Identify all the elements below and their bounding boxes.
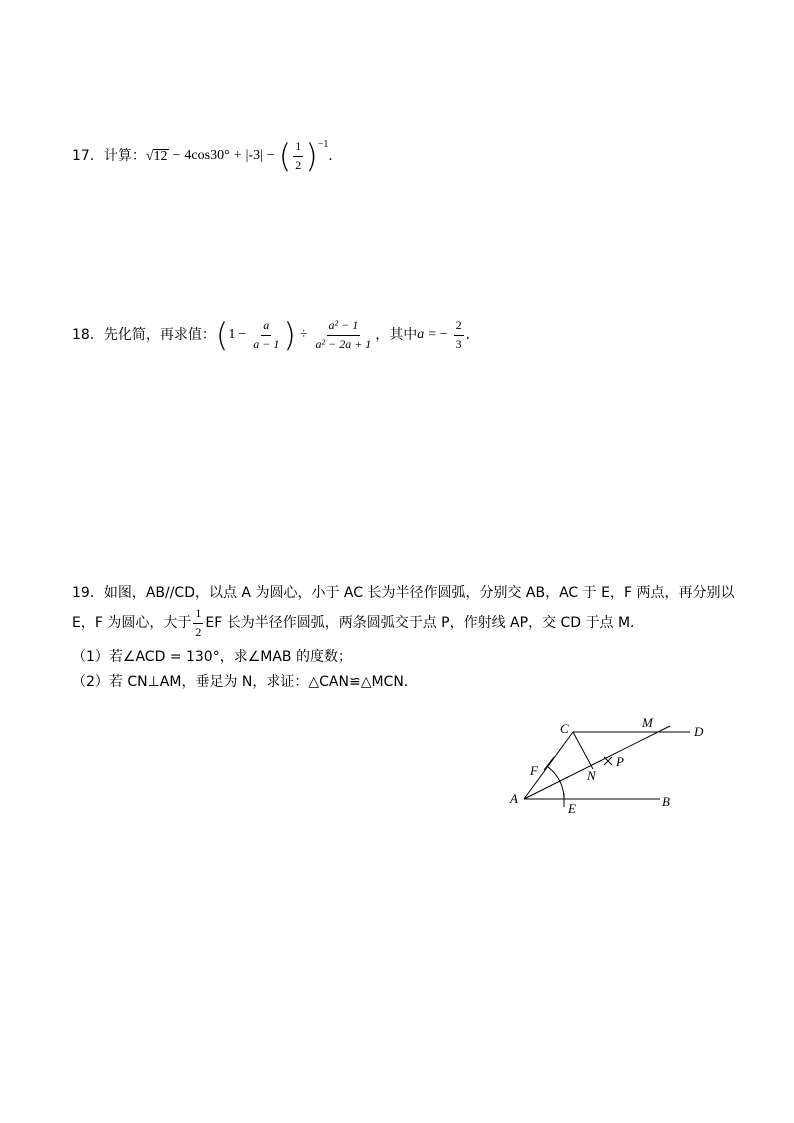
q17-number: 17． [72, 148, 104, 164]
q18-prompt: 先化简，再求值： [103, 327, 216, 343]
label-E: E [568, 801, 576, 816]
question-17: 17． 计算： √12 − 4cos30° + |-3| − ( $\frac{1}{2}$ ) −1 ． [72, 137, 343, 175]
q18-where: ，其中 [375, 327, 418, 343]
q17-fraction: $\frac{1}{2}$ [295, 139, 302, 172]
q19-line2-part-a: E，F 为圆心，大于 [72, 615, 192, 631]
label-D: D [694, 724, 704, 739]
q17-cos-term: 4cos30° [184, 148, 230, 163]
q19-half-fraction: $\frac{1}{2}$ [195, 606, 202, 639]
segment-CN [573, 732, 593, 769]
label-P: P [616, 754, 624, 769]
question-19-line2 [72, 608, 644, 638]
q17-sqrt: √12 [145, 148, 168, 164]
label-N: N [587, 768, 596, 783]
q18-number: 18． [72, 327, 104, 343]
label-F: F [530, 763, 538, 778]
q18-fraction-2: $\frac{\text{a² − 1}}{\text{a² − 2a + 1}}$ [315, 318, 372, 351]
q17-abs: |-3| [245, 148, 263, 163]
question-19-part1: （1）若∠ACD = 130°，求∠MAB 的度数； [72, 649, 352, 665]
geometry-figure [500, 715, 730, 825]
label-B: B [662, 794, 670, 809]
question-18: 18． 先化简，再求值： ( 1 − $\frac{a}{a - 1}$ ) ÷ $\frac{\text{a² − 1}}{\text{a² − 2a + 1}}$ ，其中 a = − $\frac{2}{3}$ ． [72, 316, 480, 354]
q18-var: a [417, 327, 425, 342]
question-19-line1: 19．如图，AB//CD，以点 A 为圆心，小于 AC 长为半径作圆弧，分别交 AB，AC 于 E，F 两点，再分别以 [72, 585, 735, 601]
mark-P [604, 757, 612, 765]
q17-exponent: −1 [317, 139, 329, 150]
label-A: A [510, 791, 518, 806]
label-C: C [560, 721, 569, 736]
question-19-part2: （2）若 CN⊥AM，垂足为 N，求证：△CAN≌△MCN． [72, 674, 418, 690]
q17-prompt: 计算： [103, 148, 146, 164]
q18-fraction-1: $\frac{a}{a - 1}$ [253, 318, 280, 351]
q19-line2-part-b: EF 长为半径作圆弧，两条圆弧交于点 P，作射线 AP，交 CD 于点 M． [205, 615, 645, 631]
ray-AM [524, 726, 670, 799]
q18-value-fraction: $\frac{2}{3}$ [455, 318, 462, 351]
label-M: M [642, 715, 653, 730]
q18-one: 1 [228, 327, 236, 342]
